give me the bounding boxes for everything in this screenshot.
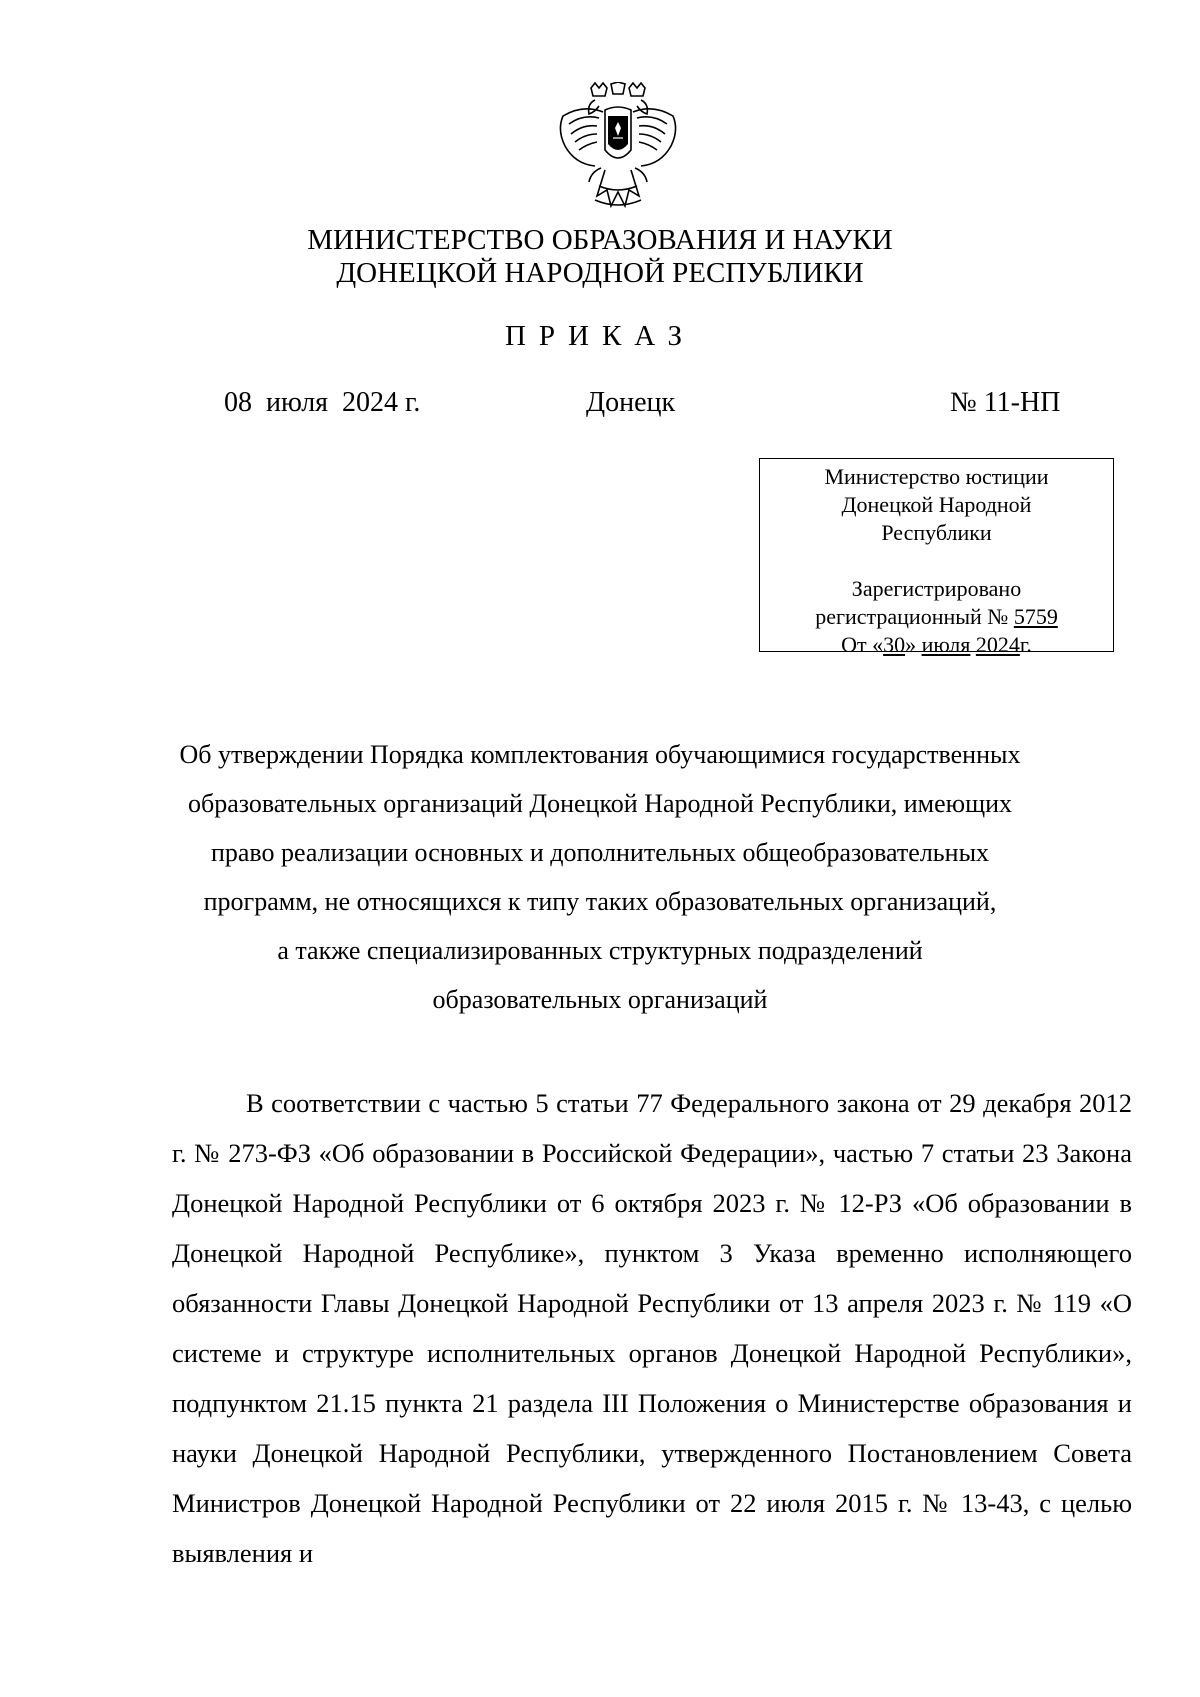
ministry-name-line1: МИНИСТЕРСТВО ОБРАЗОВАНИЯ И НАУКИ <box>307 224 893 256</box>
subject-line: право реализации основных и дополнительных общеобразовательных <box>210 838 990 867</box>
registration-status: Зарегистрировано <box>851 576 1022 601</box>
order-date: 08 июля 2024 г. <box>224 387 421 418</box>
registration-date-day: 30 <box>883 632 906 657</box>
registration-stamp <box>759 458 1114 657</box>
registration-number-line <box>760 603 1113 631</box>
subject-line: а также специализированных структурных подразделений <box>277 936 923 965</box>
order-subject <box>140 730 1060 1024</box>
ministry-name <box>0 224 1200 290</box>
registration-number-prefix: регистрационный № <box>815 604 1014 629</box>
order-number: № 11-НП <box>950 387 1061 418</box>
ministry-name-line2: ДОНЕЦКОЙ НАРОДНОЙ РЕСПУБЛИКИ <box>336 257 864 289</box>
body-paragraph: В соответствии с частью 5 статьи 77 Федерального закона от 29 декабря 2012 г. № 273-ФЗ «Об образовании в Российской Федерации», частью 7 статьи 23 Закона Донецкой Народной Республики от 6 октября 2023 г. № 12-РЗ «Об образовании в Донецкой Народной Республике», пунктом 3 Указа временно исполняющего обязанности Главы Донецкой Народной Республики от 13 апреля 2023 г. № 119 «О системе и структуре исполнительных органов Донецкой Народной Республики», подпунктом 21.15 пункта 21 раздела III Положения о Министерстве образования и науки Донецкой Народной Республики, утвержденного Постановлением Совета Министров Донецкой Народной Республики от 22 июля 2015 г. № 13-43, с целью выявления и <box>172 1088 1132 1568</box>
order-city: Донецк <box>586 387 676 418</box>
subject-line: образовательных организаций Донецкой Народной Республики, имеющих <box>187 789 1013 818</box>
registration-date-mid: » <box>905 632 922 657</box>
subject-line: программ, не относящихся к типу таких образовательных организаций, <box>203 887 997 916</box>
registration-date-prefix: От « <box>841 632 884 657</box>
subject-line: образовательных организаций <box>432 985 768 1014</box>
registration-line1: Министерство юстиции <box>824 464 1049 489</box>
registration-date-line <box>760 631 1113 659</box>
registration-date-suffix: г. <box>1019 632 1032 657</box>
registration-line2: Донецкой Народной <box>841 492 1032 517</box>
registration-date-year: 2024 <box>975 632 1020 657</box>
registration-date-month: июля <box>921 632 971 657</box>
registration-line3: Республики <box>881 520 992 545</box>
order-title: ПРИКАЗ <box>504 320 696 352</box>
subject-line: Об утверждении Порядка комплектования обучающимися государственных <box>179 740 1021 769</box>
coat-of-arms-icon <box>555 82 681 218</box>
registration-number: 5759 <box>1013 604 1058 629</box>
